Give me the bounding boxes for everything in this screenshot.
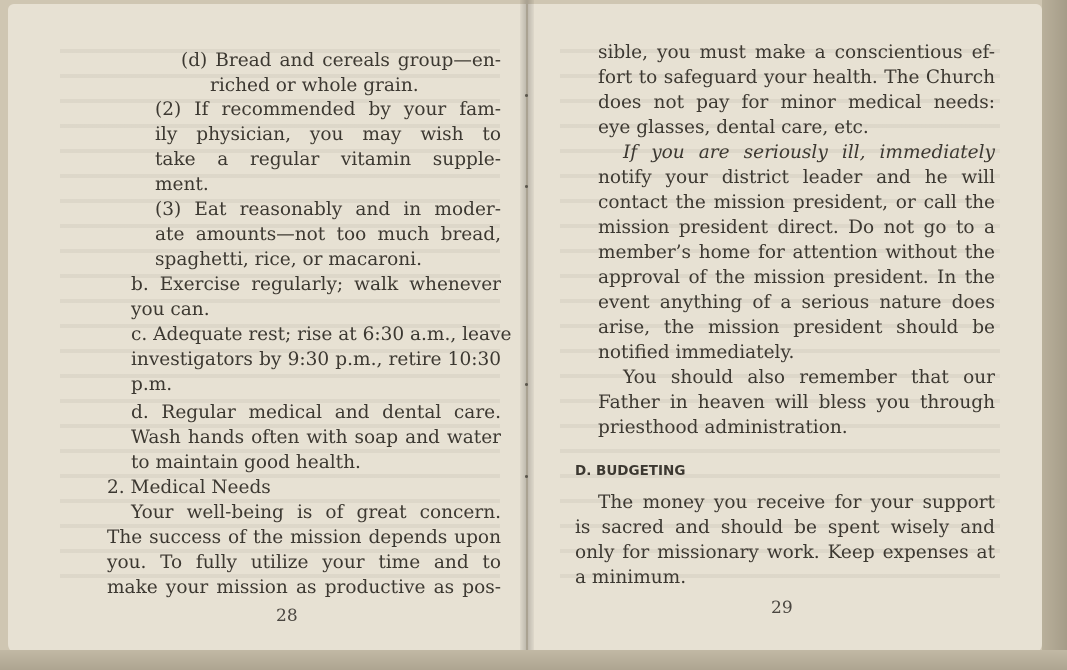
- page-number: 29: [771, 598, 793, 618]
- text-line: (2) If recommended by your fam-: [155, 99, 501, 120]
- text-line: eye glasses, dental care, etc.: [598, 117, 869, 138]
- bottom-page-edges: [0, 650, 1067, 670]
- subsection-title: 2. Medical Needs: [107, 477, 271, 498]
- text-line: ment.: [155, 174, 209, 195]
- text-line: riched or whole grain.: [210, 75, 419, 96]
- text-line: The success of the mission depends upon: [107, 527, 501, 548]
- text-line: c. Adequate rest; rise at 6:30 a.m., leave: [131, 324, 512, 345]
- text-line: b. Exercise regularly; walk whenever: [131, 274, 501, 295]
- text-line: take a regular vitamin supple-: [155, 149, 501, 170]
- text-line: a minimum.: [575, 567, 687, 588]
- text-line: priesthood administration.: [598, 417, 848, 438]
- page-edges: [1042, 0, 1067, 670]
- section-heading: D. BUDGETING: [575, 463, 686, 479]
- text-line: arise, the mission president should be: [598, 317, 995, 338]
- text-line: event anything of a serious nature does: [598, 292, 995, 313]
- text-line: does not pay for minor medical needs:: [598, 92, 995, 113]
- text-line: fort to safeguard your health. The Church: [598, 67, 995, 88]
- stitch-mark: [525, 475, 528, 478]
- text-line: notify your district leader and he will: [598, 167, 995, 188]
- text-line: make your mission as productive as pos-: [107, 577, 501, 598]
- text-line: Wash hands often with soap and water: [131, 427, 501, 448]
- text-line: mission president direct. Do not go to a: [598, 217, 995, 238]
- text-line: spaghetti, rice, or macaroni.: [155, 249, 422, 270]
- stitch-mark: [525, 94, 528, 97]
- stitch-mark: [525, 383, 528, 386]
- book-gutter: [520, 0, 534, 670]
- text-line: ily physician, you may wish to: [155, 124, 501, 145]
- text-line: d. Regular medical and dental care.: [131, 402, 501, 423]
- text-line: (3) Eat reasonably and in moder-: [155, 199, 501, 220]
- text-line: you can.: [131, 299, 210, 320]
- text-line: investigators by 9:30 p.m., retire 10:30: [131, 349, 501, 370]
- text-line: you. To fully utilize your time and to: [107, 552, 501, 573]
- text-line: (d) Bread and cereals group—en-: [181, 50, 501, 71]
- text-line: Your well-being is of great concern.: [131, 502, 501, 523]
- page-number: 28: [276, 606, 298, 626]
- text-line: notified immediately.: [598, 342, 795, 363]
- text-line: You should also remember that our: [623, 367, 995, 388]
- text-line: ate amounts—not too much bread,: [155, 224, 501, 245]
- text-line: sible, you must make a conscientious ef-: [598, 42, 995, 63]
- text-line: member’s home for attention without the: [598, 242, 995, 263]
- text-line: to maintain good health.: [131, 452, 361, 473]
- stitch-mark: [525, 185, 528, 188]
- text-line: is sacred and should be spent wisely and: [575, 517, 995, 538]
- text-line: only for missionary work. Keep expenses at: [575, 542, 995, 563]
- text-line: contact the mission president, or call the: [598, 192, 995, 213]
- text-line: approval of the mission president. In the: [598, 267, 995, 288]
- text-line-italic: If you are seriously ill, immediately: [623, 142, 995, 163]
- text-line: Father in heaven will bless you through: [598, 392, 995, 413]
- text-line: The money you receive for your support: [598, 492, 995, 513]
- text-line: p.m.: [131, 374, 173, 395]
